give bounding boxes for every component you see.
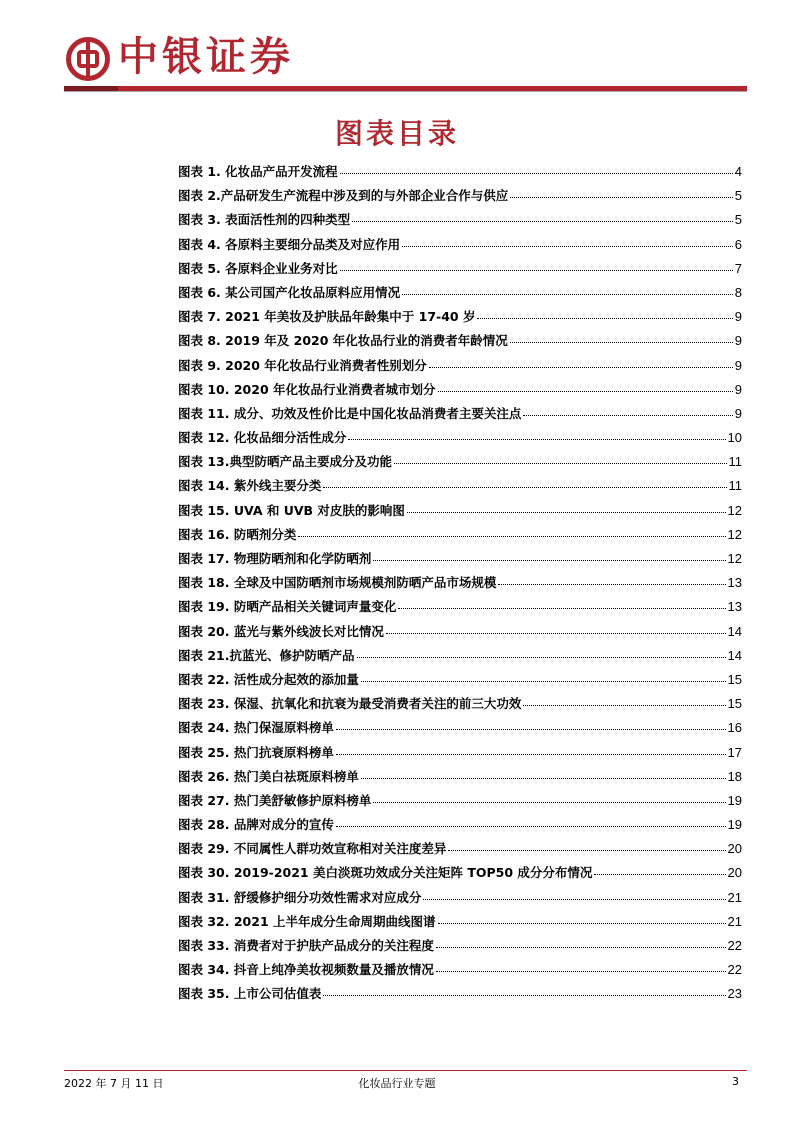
toc-entry-page: 12 <box>727 526 742 542</box>
footer-date: 2022 年 7 月 11 日 <box>64 1077 164 1090</box>
toc-entry[interactable] <box>178 162 742 186</box>
toc-entry-label: 图表 12. 化妆品细分活性成分 <box>178 430 347 446</box>
toc-entry-label: 图表 26. 热门美白祛斑原料榜单 <box>178 768 359 784</box>
toc-entry[interactable] <box>178 767 742 791</box>
toc-dot-leader <box>373 801 725 803</box>
bank-of-china-logo-icon <box>66 37 110 81</box>
toc-entry[interactable] <box>178 888 742 912</box>
toc-entry-label: 图表 34. 抖音上纯净美妆视频数量及播放情况 <box>178 962 434 978</box>
toc-entry-label: 图表 11. 成分、功效及性价比是中国化妆品消费者主要关注点 <box>178 405 522 421</box>
toc-entry[interactable] <box>178 380 742 404</box>
toc-entry-label: 图表 28. 品牌对成分的宣传 <box>178 817 334 833</box>
toc-dot-leader <box>510 341 733 343</box>
toc-entry-page: 18 <box>727 768 742 784</box>
toc-entry-label: 图表 22. 活性成分起效的添加量 <box>178 671 359 687</box>
toc-entry-page: 9 <box>734 309 742 325</box>
header-rule-shadow <box>64 91 747 92</box>
toc-entry-label: 图表 4. 各原料主要细分品类及对应作用 <box>178 236 401 252</box>
toc-entry[interactable] <box>178 476 742 500</box>
toc-entry[interactable] <box>178 646 742 670</box>
toc-entry-label: 图表 7. 2021 年美妆及护肤品年龄集中于 17-40 岁 <box>178 309 476 325</box>
toc-entry-label: 图表 25. 热门抗衰原料榜单 <box>178 744 334 760</box>
toc-entry-label: 图表 15. UVA 和 UVB 对皮肤的影响图 <box>178 502 405 518</box>
toc-dot-leader <box>357 656 726 658</box>
toc-entry[interactable] <box>178 960 742 984</box>
toc-entry[interactable] <box>178 936 742 960</box>
toc-entry-label: 图表 21.抗蓝光、修护防晒产品 <box>178 647 355 663</box>
toc-dot-leader <box>423 898 725 900</box>
toc-entry[interactable] <box>178 743 742 767</box>
toc-dot-leader <box>352 220 733 222</box>
toc-dot-leader <box>361 680 726 682</box>
toc-entry[interactable] <box>178 307 742 331</box>
toc-entry[interactable] <box>178 622 742 646</box>
toc-entry-page: 19 <box>727 817 742 833</box>
toc-dot-leader <box>340 269 733 271</box>
toc-entry-page: 14 <box>727 623 742 639</box>
toc-entry[interactable] <box>178 573 742 597</box>
footer-page-number: 3 <box>732 1075 739 1088</box>
toc-entry[interactable] <box>178 694 742 718</box>
toc-entry-label: 图表 32. 2021 上半年成分生命周期曲线图谱 <box>178 913 436 929</box>
toc-entry-page: 6 <box>734 236 742 252</box>
toc-entry-label: 图表 19. 防晒产品相关关键词声量变化 <box>178 599 397 615</box>
toc-entry-page: 9 <box>734 333 742 349</box>
toc-entry-page: 16 <box>727 720 742 736</box>
toc-entry[interactable] <box>178 984 742 1008</box>
toc-entry-page: 20 <box>727 841 742 857</box>
toc-dot-leader <box>336 753 726 755</box>
toc-dot-leader <box>323 994 725 996</box>
toc-entry-page: 13 <box>727 599 742 615</box>
toc-dot-leader <box>523 414 732 416</box>
toc-dot-leader <box>402 245 733 247</box>
toc-dot-leader <box>438 390 733 392</box>
footer-rule <box>64 1070 747 1071</box>
toc-entry-page: 12 <box>727 551 742 566</box>
toc-entry-label: 图表 16. 防晒剂分类 <box>178 526 297 542</box>
toc-entry-page: 17 <box>727 744 742 760</box>
toc-dot-leader <box>386 632 726 634</box>
toc-entry[interactable] <box>178 428 742 452</box>
toc-entry[interactable] <box>178 283 742 307</box>
toc-dot-leader <box>348 438 725 440</box>
toc-entry-label: 图表 17. 物理防晒剂和化学防晒剂 <box>178 551 372 566</box>
toc-dot-leader <box>373 559 725 561</box>
toc-entry-page: 19 <box>727 792 742 808</box>
toc-dot-leader <box>336 728 726 730</box>
toc-entry-label: 图表 9. 2020 年化妆品行业消费者性别划分 <box>178 357 427 373</box>
page-title: 图表目录 <box>334 117 459 150</box>
toc-entry[interactable] <box>178 718 742 742</box>
toc-entry-page: 9 <box>734 357 742 373</box>
toc-entry[interactable] <box>178 452 742 476</box>
toc-entry-page: 11 <box>728 478 742 494</box>
toc-entry[interactable] <box>178 912 742 936</box>
toc-entry-label: 图表 10. 2020 年化妆品行业消费者城市划分 <box>178 381 436 397</box>
toc-dot-leader <box>398 607 725 609</box>
toc-dot-leader <box>594 873 725 875</box>
toc-entry[interactable] <box>178 259 742 283</box>
toc-dot-leader <box>438 922 726 924</box>
toc-entry[interactable] <box>178 597 742 621</box>
toc-dot-leader <box>407 511 726 513</box>
toc-entry[interactable] <box>178 210 742 234</box>
toc-entry-page: 21 <box>727 913 742 929</box>
toc-entry-label: 图表 13.典型防晒产品主要成分及功能 <box>178 454 392 470</box>
toc-entry-page: 12 <box>727 502 742 518</box>
toc-entry-page: 9 <box>734 381 742 397</box>
toc-entry-label: 图表 14. 紫外线主要分类 <box>178 478 322 494</box>
table-of-figures <box>178 162 742 1009</box>
toc-entry-label: 图表 29. 不同属性人群功效宣称相对关注度差异 <box>178 841 447 857</box>
toc-entry-page: 22 <box>727 938 742 953</box>
toc-entry-label: 图表 6. 某公司国产化妆品原料应用情况 <box>178 284 401 300</box>
page-header <box>0 0 794 95</box>
toc-entry-page: 13 <box>727 575 742 591</box>
toc-dot-leader <box>498 583 725 585</box>
toc-entry-page: 11 <box>728 454 742 470</box>
toc-entry[interactable] <box>178 501 742 525</box>
toc-entry-page: 10 <box>727 430 742 446</box>
toc-dot-leader <box>402 293 733 295</box>
toc-entry-page: 22 <box>727 962 742 978</box>
toc-dot-leader <box>323 486 726 488</box>
footer-report-name: 化妆品行业专题 <box>358 1077 436 1090</box>
toc-entry[interactable] <box>178 404 742 428</box>
toc-entry-page: 8 <box>734 284 742 300</box>
toc-entry[interactable] <box>178 356 742 380</box>
toc-entry[interactable] <box>178 670 742 694</box>
toc-entry[interactable] <box>178 186 742 210</box>
toc-entry[interactable] <box>178 549 742 573</box>
toc-dot-leader <box>448 849 725 851</box>
toc-entry-page: 21 <box>727 889 742 905</box>
toc-entry-label: 图表 23. 保湿、抗氧化和抗衰为最受消费者关注的前三大功效 <box>178 696 522 712</box>
toc-entry[interactable] <box>178 331 742 355</box>
toc-entry-label: 图表 31. 舒缓修护细分功效性需求对应成分 <box>178 889 422 905</box>
toc-dot-leader <box>336 825 726 827</box>
toc-entry-label: 图表 5. 各原料企业业务对比 <box>178 260 338 276</box>
toc-entry-label: 图表 24. 热门保湿原料榜单 <box>178 720 334 736</box>
toc-entry-label: 图表 35. 上市公司估值表 <box>178 986 322 1002</box>
toc-entry-page: 23 <box>727 986 742 1002</box>
toc-entry-label: 图表 2.产品研发生产流程中涉及到的与外部企业合作与供应 <box>178 188 509 204</box>
toc-entry-page: 5 <box>734 188 742 204</box>
toc-entry-label: 图表 8. 2019 年及 2020 年化妆品行业的消费者年龄情况 <box>178 333 508 349</box>
toc-entry[interactable] <box>178 839 742 863</box>
toc-dot-leader <box>510 196 732 198</box>
toc-dot-leader <box>477 317 732 319</box>
toc-entry-label: 图表 30. 2019-2021 美白淡斑功效成分关注矩阵 TOP50 成分分布情况 <box>178 865 593 881</box>
toc-entry-page: 15 <box>727 671 742 687</box>
toc-entry[interactable] <box>178 791 742 815</box>
toc-entry-label: 图表 18. 全球及中国防晒剂市场规模剂防晒产品市场规模 <box>178 575 497 591</box>
toc-entry-label: 图表 3. 表面活性剂的四种类型 <box>178 212 351 228</box>
toc-dot-leader <box>436 946 726 948</box>
brand-name: 中银证券 <box>118 33 294 80</box>
toc-entry[interactable] <box>178 525 742 549</box>
toc-dot-leader <box>340 172 733 174</box>
toc-entry[interactable] <box>178 863 742 887</box>
toc-entry-page: 20 <box>727 865 742 881</box>
toc-entry[interactable] <box>178 235 742 259</box>
toc-entry-label: 图表 20. 蓝光与紫外线波长对比情况 <box>178 623 384 639</box>
toc-entry-page: 7 <box>734 260 742 276</box>
toc-dot-leader <box>298 535 725 537</box>
toc-dot-leader <box>361 777 726 779</box>
toc-dot-leader <box>394 462 727 464</box>
toc-entry-page: 15 <box>727 696 742 712</box>
toc-entry-label: 图表 27. 热门美舒敏修护原料榜单 <box>178 792 372 808</box>
toc-entry-label: 图表 33. 消费者对于护肤产品成分的关注程度 <box>178 938 434 953</box>
toc-entry-page: 4 <box>734 164 742 179</box>
toc-entry-page: 5 <box>734 212 742 228</box>
toc-dot-leader <box>436 970 726 972</box>
toc-entry-label: 图表 1. 化妆品产品开发流程 <box>178 164 338 179</box>
toc-dot-leader <box>523 704 725 706</box>
toc-entry-page: 9 <box>734 405 742 421</box>
toc-entry[interactable] <box>178 815 742 839</box>
toc-dot-leader <box>429 366 733 368</box>
toc-entry-page: 14 <box>727 647 742 663</box>
